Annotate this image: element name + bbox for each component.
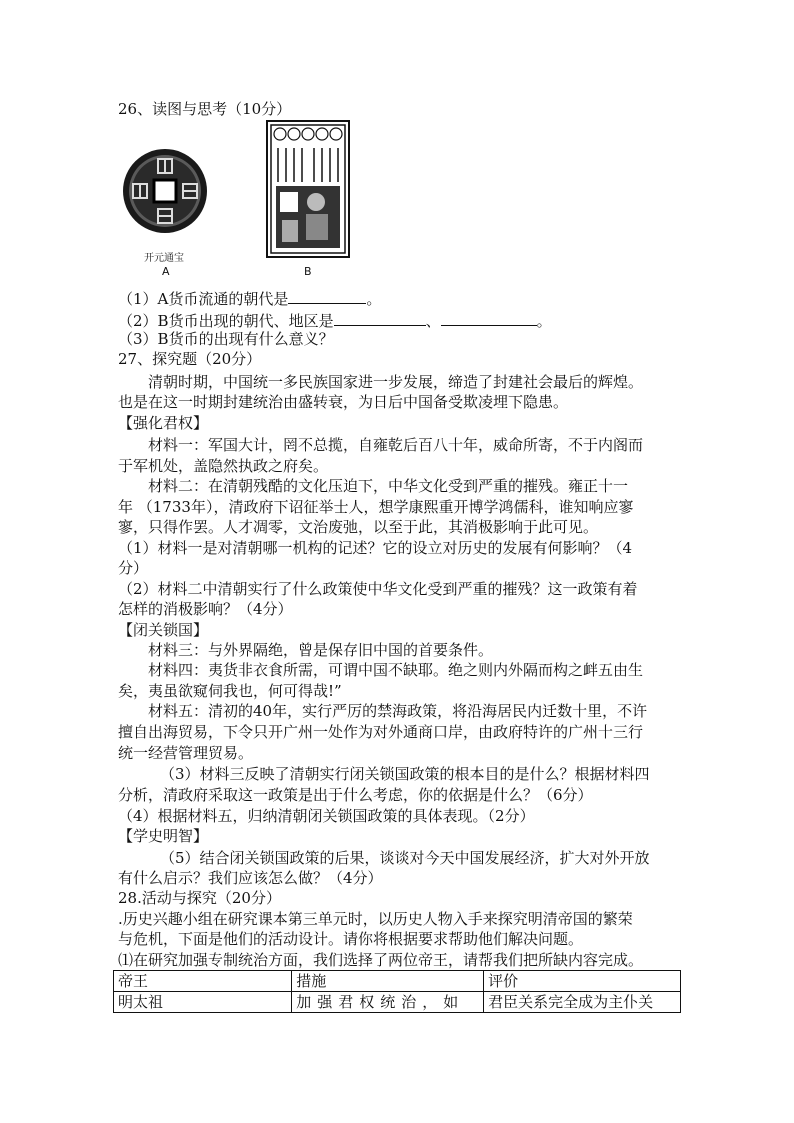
material-4-line1: 材料四：夷货非衣食所需，可谓中国不缺耶。绝之则内外隔而构之衅五由生 [148,661,644,679]
material-5-line2: 擅自出海贸易，下令只开广州一处作为对外通商口岸，由政府特许的广州十三行 [118,723,644,741]
material-1-line2: 于军机处，盖隐然执政之府矣。 [118,457,329,475]
q27-sub5-line2: 有什么启示？我们应该怎么做？（4分） [118,869,383,887]
q28-title: 28.活动与探究（20分） [118,889,281,907]
table-cell: 明太祖 [114,992,292,1013]
material-2-line2: 年 （1733年），清政府下诏征举士人，想学康熙重开博学鸿儒科，谁知响应寥 [118,498,634,516]
table-row [114,992,681,1013]
answer-blank-region-b[interactable] [441,309,537,326]
q28-sub1: ⑴在研究加强专制统治方面，我们选择了两位帝王，请帮我们把所缺内容完成。 [118,951,644,969]
jiaozi-note-image [266,120,350,258]
material-5-line1: 材料五：清初的40年，实行严厉的禁海政策，将沿海居民内迁数十里，不许 [148,702,648,720]
table-cell: 君臣关系完全成为主仆关 [484,992,681,1013]
table-header-cell: 帝王 [114,971,292,992]
section-closed-door: 【闭关锁国】 [118,621,209,639]
material-4-line2: 矣，夷虽欲窥伺我也，何可得哉!” [118,682,342,700]
q26-title: 26、读图与思考（10分） [118,100,292,118]
q27-intro-line1: 清朝时期，中国统一多民族国家进一步发展，缔造了封建社会最后的辉煌。 [148,373,644,391]
material-5-line3: 统一经营管理贸易。 [118,744,254,762]
q28-intro-line2: 与危机，下面是他们的活动设计。请你将根据要求帮助他们解决问题。 [118,930,584,948]
material-2-line3: 寥，只得作罢。人才凋零，文治废弛，以至于此，其消极影响于此可见。 [118,518,599,536]
q27-sub4: （4）根据材料五，归纳清朝闭关锁国政策的具体表现。（2分） [118,807,535,825]
q27-sub2-line1: （2）材料二中清朝实行了什么政策使中华文化受到严重的摧残？这一政策有着 [118,580,638,598]
coin-caption: 开元通宝 [144,253,184,264]
image-b-label: B [304,265,312,278]
q27-title: 27、探究题（20分） [118,350,262,368]
answer-blank-dynasty-b[interactable] [334,309,426,326]
q26-sub3: （3）B货币的出现有什么意义？ [118,330,334,348]
q27-sub1-line2: 分） [118,559,149,577]
section-strengthen-power: 【强化君权】 [118,414,209,432]
table-header-cell: 措施 [292,971,484,992]
table-cell: 加强君权统治，如 [292,992,484,1013]
image-a-label: A [162,265,170,278]
q27-sub3-line2: 分析，清政府采取这一政策是出于什么考虑，你的依据是什么？（6分） [118,786,593,804]
q26-sub1: （1）A货币流通的朝代是 。 [118,287,381,309]
material-3: 材料三：与外界隔绝，曾是保存旧中国的首要条件。 [148,641,494,659]
q26-sub2: （2）B货币出现的朝代、地区是 、 。 [118,309,552,331]
table-header-cell: 评价 [484,971,681,992]
q28-intro-line1: .历史兴趣小组在研究课本第三单元时，以历史人物入手来探究明清帝国的繁荣 [118,910,633,928]
q27-intro-line2: 也是在这一时期封建统治由盛转衰，为日后中国备受欺凌埋下隐患。 [118,393,569,411]
section-learn-history: 【学史明智】 [118,827,209,845]
material-1-line1: 材料一：军国大计，罔不总揽，自雍乾后百八十年，威命所寄，不于内阁而 [148,436,644,454]
table-header-row [114,971,681,992]
q27-sub3-line1: （3）材料三反映了清朝实行闭关锁国政策的根本目的是什么？根据材料四 [160,765,650,783]
q27-sub2-line2: 怎样的消极影响？（4分） [118,600,293,618]
answer-blank-dynasty[interactable] [288,287,366,304]
emperors-table [113,970,681,1013]
q27-sub1-line1: （1）材料一是对清朝哪一机构的记述？它的设立对历史的发展有何影响？（4 [118,539,633,557]
material-2-line1: 材料二：在清朝残酷的文化压迫下，中华文化受到严重的摧残。雍正十一 [148,477,629,495]
q27-sub5-line1: （5）结合闭关锁国政策的后果，谈谈对今天中国发展经济，扩大对外开放 [160,849,650,867]
kaiyuan-coin-image [121,147,209,235]
